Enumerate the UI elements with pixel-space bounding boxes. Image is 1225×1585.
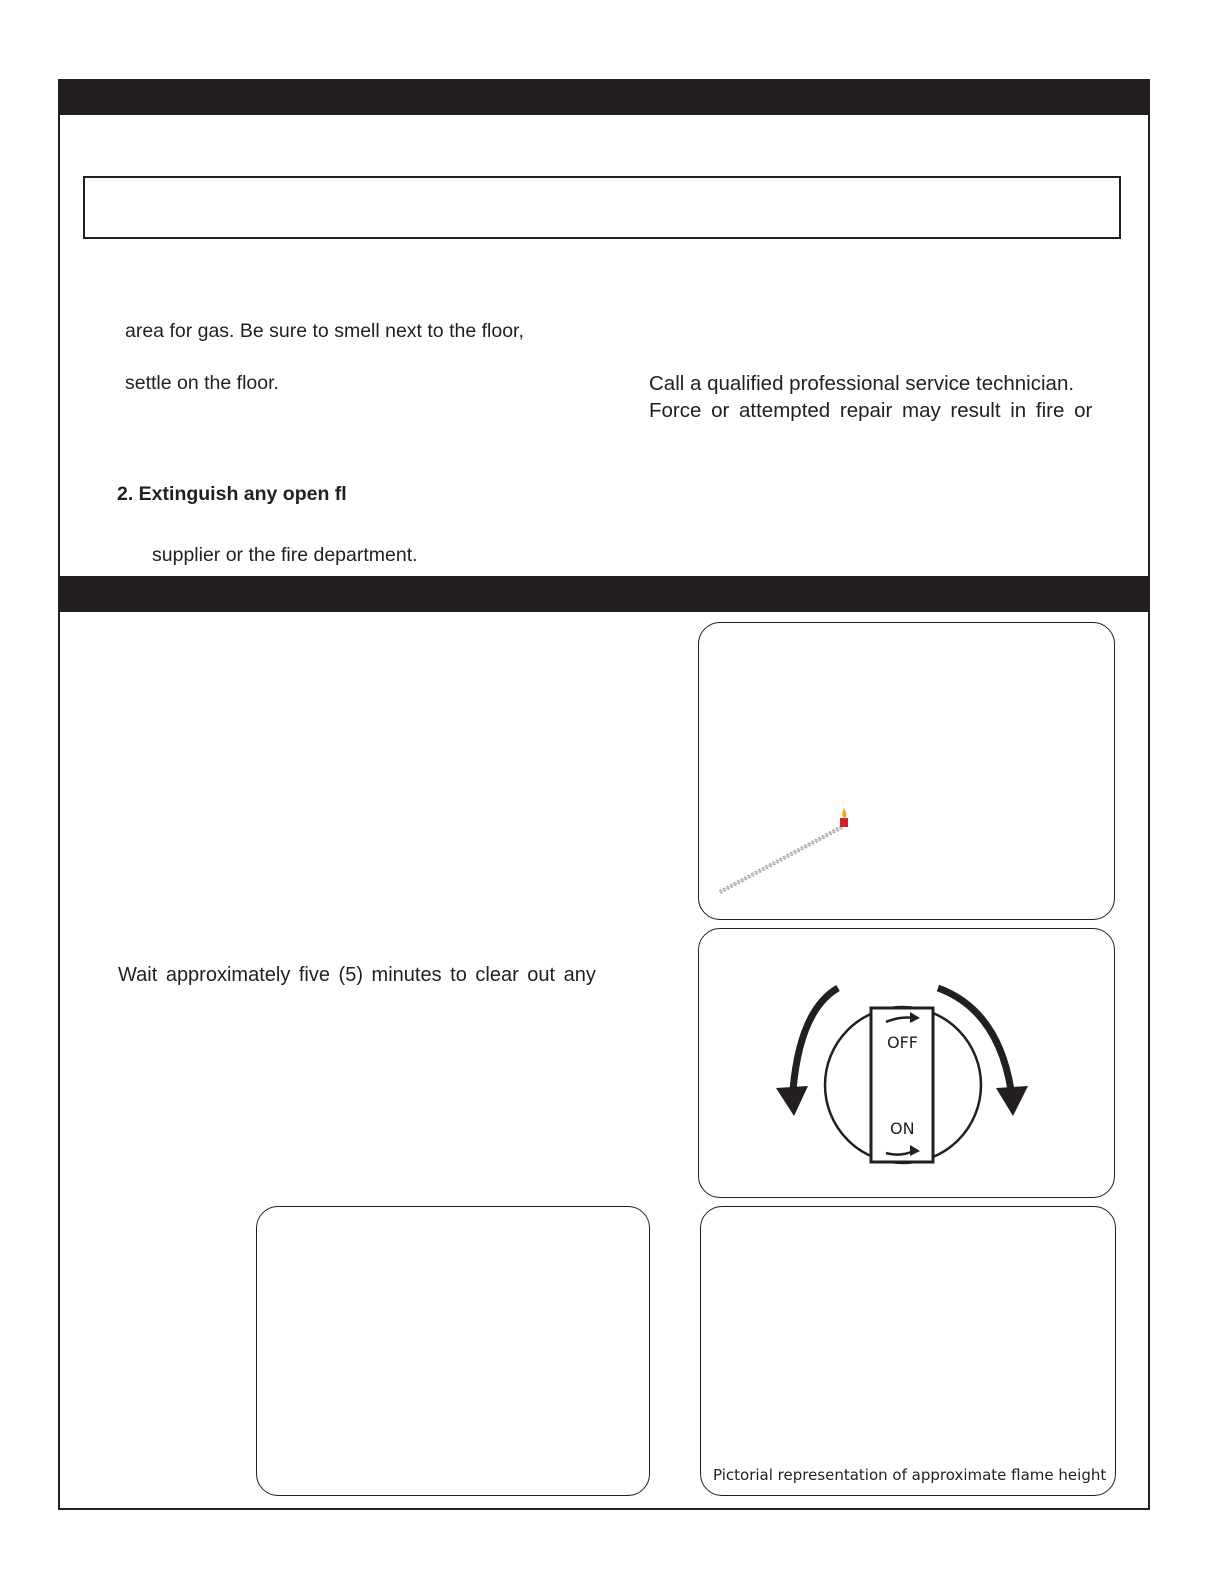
pilot-illustration-box <box>256 1206 650 1496</box>
call-technician-text: Call a qualified professional service technician. <box>649 372 1075 395</box>
flame-height-caption: Pictorial representation of approximate flame height <box>713 1466 1107 1484</box>
warning-box <box>83 176 1121 239</box>
forced-repair-warning: Force or attempted repair may result in fire or <box>649 399 1093 422</box>
gas-lighter-icon <box>698 622 1115 920</box>
wait-instruction: Wait approximately five (5) minutes to clear out any <box>118 964 596 986</box>
fire-department-instruction: supplier or the fire department. <box>152 544 418 566</box>
lighter-illustration-box <box>698 622 1115 920</box>
step-2-heading: 2. Extinguish any open fl <box>117 483 347 505</box>
knob-on-label: ON <box>890 1119 915 1138</box>
lighting-header-bar <box>58 576 1150 612</box>
top-header-bar <box>58 79 1150 115</box>
gas-settle-instruction: settle on the floor. <box>125 372 279 394</box>
knob-off-label: OFF <box>887 1033 918 1052</box>
flame-height-box <box>700 1206 1116 1496</box>
control-knob-icon <box>698 928 1115 1198</box>
control-knob-box <box>698 928 1115 1198</box>
gas-smell-instruction: area for gas. Be sure to smell next to the floor, <box>125 320 524 342</box>
